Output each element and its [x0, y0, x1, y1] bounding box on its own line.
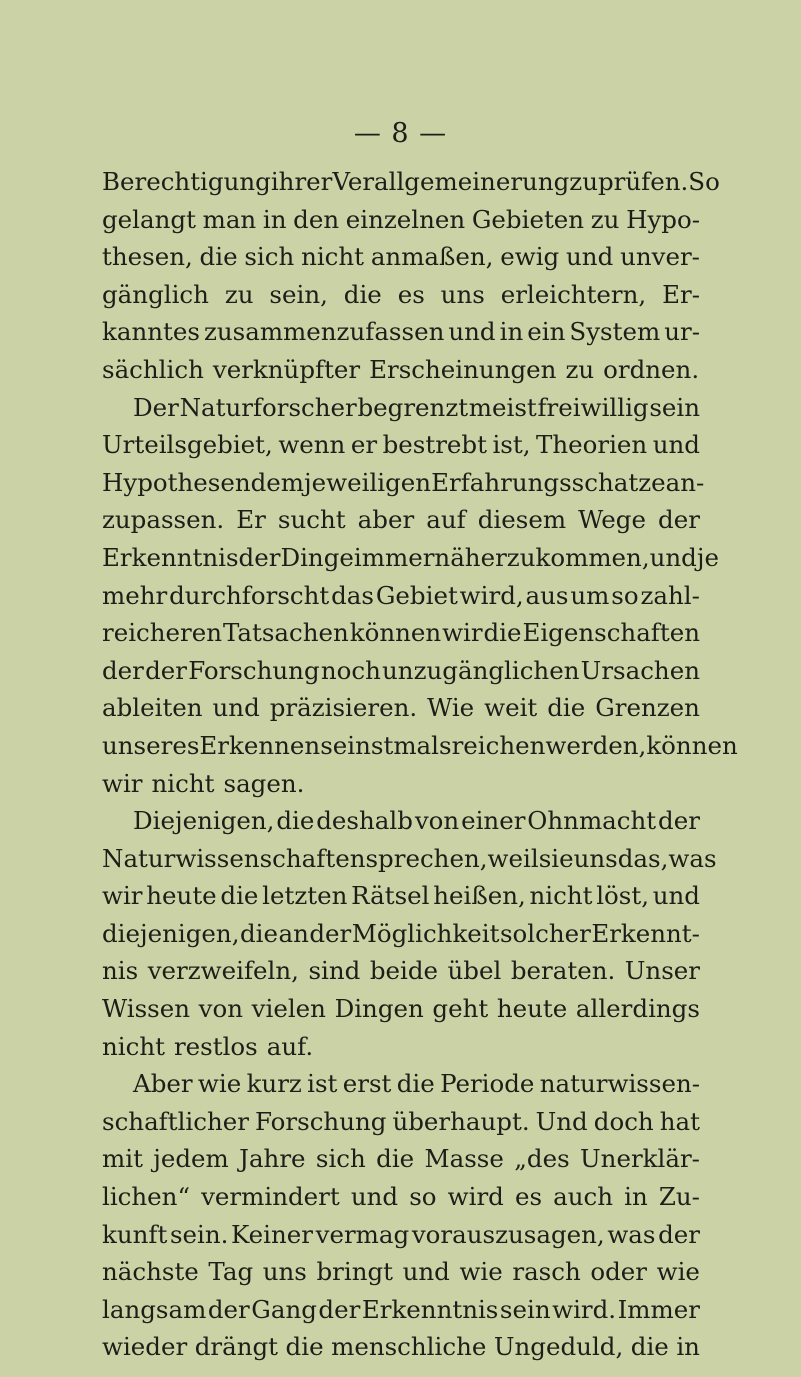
- text-line: Diejenigen, die deshalb von einer Ohnmacht der: [133, 806, 700, 836]
- text-line: gänglich zu sein, die es uns erleichtern, Er-: [102, 279, 700, 309]
- body-text: [102, 163, 738, 1366]
- paragraph: [102, 163, 720, 389]
- text-line: mit jedem Jahre sich die Masse „des Unerklär-: [102, 1144, 700, 1174]
- text-line: nis verzweifeln, sind beide übel beraten. Unser: [102, 956, 700, 986]
- paragraph: [102, 802, 717, 1065]
- text-line: ableiten und präzisieren. Wie weit die Grenzen: [102, 693, 700, 723]
- text-line: lichen“ vermindert und so wird es auch in Zu-: [102, 1182, 700, 1212]
- text-line: Aber wie kurz ist erst die Periode naturwissen-: [133, 1069, 700, 1099]
- text-line: Der Naturforscher begrenzt meist freiwillig sein: [133, 392, 700, 422]
- text-line: wir nicht sagen.: [102, 768, 305, 798]
- text-line: gelangt man in den einzelnen Gebieten zu Hypo-: [102, 204, 700, 234]
- paragraph: [102, 389, 738, 803]
- text-line: der der Forschung noch unzugänglichen Ursachen: [102, 655, 700, 685]
- text-line: kanntes zusammenzufassen und in ein System ur-: [102, 317, 700, 347]
- text-line: kunft sein. Keiner vermag vorauszusagen, was der: [102, 1219, 700, 1249]
- text-line: schaftlicher Forschung überhaupt. Und doch hat: [102, 1106, 700, 1136]
- text-line: langsam der Gang der Erkenntnis sein wird. Immer: [102, 1294, 700, 1324]
- text-line: Wissen von vielen Dingen geht heute allerdings: [102, 994, 700, 1024]
- text-line: unseres Erkennens einstmals reichen werden, können: [102, 730, 738, 760]
- paragraph: [102, 1065, 700, 1366]
- text-line: Urteilsgebiet, wenn er bestrebt ist, Theorien und: [102, 430, 700, 460]
- text-line: nächste Tag uns bringt und wie rasch oder wie: [102, 1257, 700, 1287]
- text-line: sächlich verknüpfter Erscheinungen zu ordnen.: [102, 354, 700, 384]
- text-line: mehr durchforscht das Gebiet wird, aus um so zahl-: [102, 580, 700, 610]
- text-line: zupassen. Er sucht aber auf diesem Wege der: [102, 505, 700, 535]
- text-line: Hypothesen dem jeweiligen Erfahrungsschatze an-: [102, 467, 705, 497]
- text-line: reicheren Tatsachen können wir die Eigenschaften: [102, 618, 700, 648]
- text-line: nicht restlos auf.: [102, 1031, 314, 1061]
- text-line: Berechtigung ihrer Verallgemeinerung zu prüfen. So: [102, 167, 720, 196]
- text-line: wieder drängt die menschliche Ungeduld, die in: [102, 1332, 700, 1362]
- text-line: diejenigen, die an der Möglichkeit solcher Erkennt-: [102, 918, 700, 948]
- text-line: Erkenntnis der Dinge immer näherzukommen, und je: [102, 542, 719, 572]
- text-line: Naturwissenschaften sprechen, weil sie uns das, was: [102, 843, 717, 873]
- text-line: wir heute die letzten Rätsel heißen, nicht löst, und: [102, 881, 700, 911]
- page-number: — 8 —: [353, 118, 448, 149]
- text-line: thesen, die sich nicht anmaßen, ewig und unver-: [102, 242, 700, 272]
